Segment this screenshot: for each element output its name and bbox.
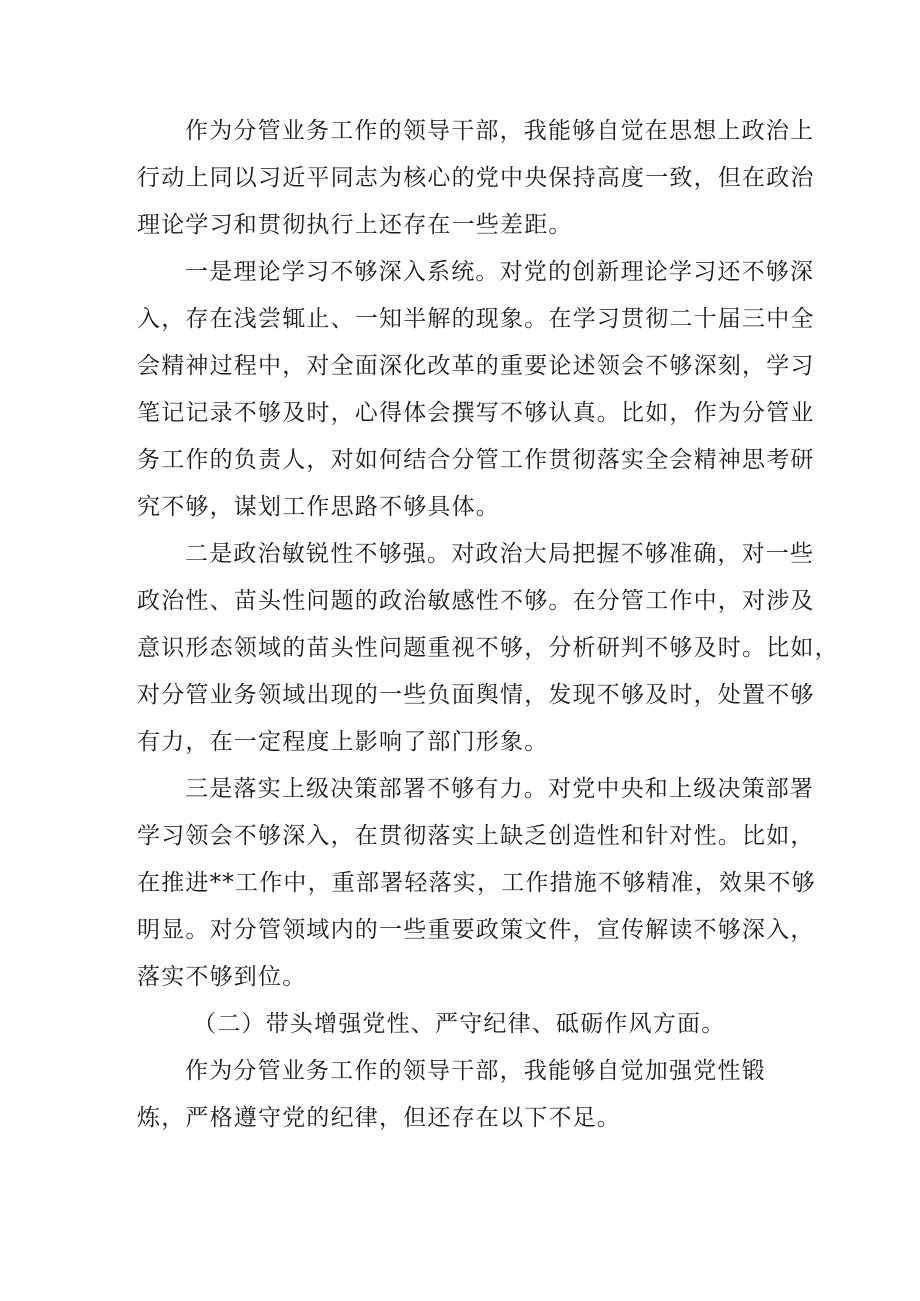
text-line: 理论学习和贯彻执行上还存在一些差距。 xyxy=(137,212,573,238)
text-line: 作为分管业务工作的领导干部，我能够自觉在思想上政治上 xyxy=(185,118,815,144)
text-line: 行动上同以习近平同志为核心的党中央保持高度一致，但在政治 xyxy=(137,165,815,191)
document-body xyxy=(137,108,839,1142)
text-line: 入，存在浅尝辄止、一知半解的现象。在学习贯彻二十届三中全 xyxy=(137,306,815,332)
text-line: 作为分管业务工作的领导干部，我能够自觉加强党性锻 xyxy=(185,1058,766,1084)
text-line: 二是政治敏锐性不够强。对政治大局把握不够准确，对一些 xyxy=(185,541,815,567)
text-line: 炼，严格遵守党的纪律，但还存在以下不足。 xyxy=(137,1105,621,1131)
paragraph-section-intro xyxy=(137,1048,787,1142)
text-line: 学习领会不够深入，在贯彻落实上缺乏创造性和针对性。比如， xyxy=(137,823,815,849)
paragraph-point-one xyxy=(137,249,815,531)
text-line: 有力，在一定程度上影响了部门形象。 xyxy=(137,729,549,755)
paragraph-point-three xyxy=(137,766,816,1001)
text-line: 一是理论学习不够深入系统。对党的创新理论学习还不够深 xyxy=(185,259,815,285)
section-heading-text: （二）带头增强党性、严守纪律、砥砺作风方面。 xyxy=(193,1011,726,1037)
text-line: 落实不够到位。 xyxy=(137,964,307,990)
text-line: 三是落实上级决策部署不够有力。对党中央和上级决策部署 xyxy=(185,776,815,802)
text-line: 务工作的负责人，对如何结合分管工作贯彻落实全会精神思考研 xyxy=(137,447,815,473)
text-line: 意识形态领域的苗头性问题重视不够，分析研判不够及时。比如， xyxy=(137,635,839,661)
text-line: 在推进**工作中，重部署轻落实，工作措施不够精准，效果不够 xyxy=(137,870,816,896)
text-line: 究不够，谋划工作思路不够具体。 xyxy=(137,494,500,520)
text-line: 明显。对分管领域内的一些重要政策文件，宣传解读不够深入， xyxy=(137,917,815,943)
text-line: 政治性、苗头性问题的政治敏感性不够。在分管工作中，对涉及 xyxy=(137,588,815,614)
paragraph-point-two xyxy=(137,531,839,766)
paragraph-intro xyxy=(137,108,815,249)
text-line: 笔记记录不够及时，心得体会撰写不够认真。比如，作为分管业 xyxy=(137,400,815,426)
section-heading xyxy=(137,1001,787,1048)
text-line: 对分管业务领域出现的一些负面舆情，发现不够及时，处置不够 xyxy=(137,682,815,708)
text-line: 会精神过程中，对全面深化改革的重要论述领会不够深刻，学习 xyxy=(137,353,815,379)
